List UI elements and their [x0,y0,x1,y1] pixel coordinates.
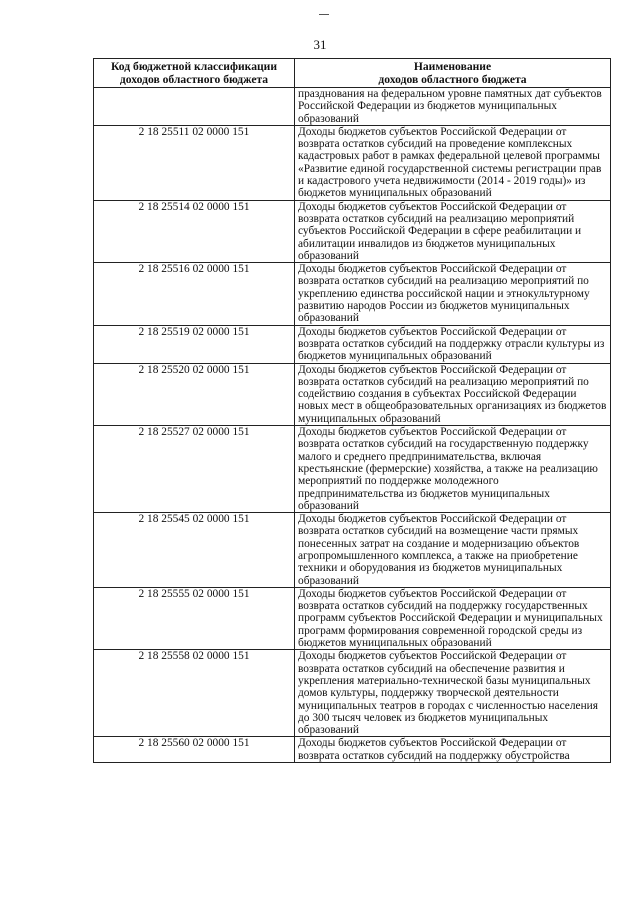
revenue-name-cell: Доходы бюджетов субъектов Российской Федерации от возврата остатков субсидий на поддержку государственных программ субъектов Российской Федерации и муниципальных программ формирования современной городской среды из бюджетов муниципальных образований [295,587,611,649]
budget-code-cell: 2 18 25514 02 0000 151 [94,200,295,262]
revenue-name-cell: Доходы бюджетов субъектов Российской Федерации от возврата остатков субсидий на поддержку отрасли культуры из бюджетов муниципальных образований [295,325,611,363]
table-row [94,263,611,325]
name-header-line-1: Наименование [413,60,492,73]
code-column-header [94,59,295,88]
table-row [94,513,611,588]
table-row [94,325,611,363]
name-header-line-2: доходов областного бюджета [378,73,527,86]
budget-code-cell: 2 18 25511 02 0000 151 [94,125,295,200]
budget-code-cell: 2 18 25519 02 0000 151 [94,325,295,363]
revenue-name-cell: Доходы бюджетов субъектов Российской Федерации от возврата остатков субсидий на реализацию мероприятий по содействию создания в субъектах Российской Федерации новых мест в общеобразовательных организациях из бюджетов муниципальных образований [295,363,611,425]
budget-code-cell: 2 18 25560 02 0000 151 [94,737,295,763]
code-header-line-2: доходов областного бюджета [119,73,269,86]
budget-code-cell: 2 18 25555 02 0000 151 [94,587,295,649]
name-column-header [295,59,611,88]
table-row [94,587,611,649]
table-row [94,737,611,763]
table-row [94,650,611,737]
revenue-name-cell: Доходы бюджетов субъектов Российской Федерации от возврата остатков субсидий на поддержку обустройства [295,737,611,763]
revenue-name-cell: Доходы бюджетов субъектов Российской Федерации от возврата остатков субсидий на реализацию мероприятий по укреплению единства российской нации и этнокультурному развитию народов России из бюджетов муниципальных образований [295,263,611,325]
revenue-name-cell: Доходы бюджетов субъектов Российской Федерации от возврата остатков субсидий на обеспечение развития и укрепления материально-технической базы муниципальных домов культуры, поддержку творческой деятельности муниципальных театров в городах с численностью населения до 300 тысяч человек из бюджетов муниципальных образований [295,650,611,737]
budget-code-cell: 2 18 25545 02 0000 151 [94,513,295,588]
table-row [94,426,611,513]
budget-classification-table [93,58,611,763]
budget-code-cell [94,88,295,126]
table-row [94,88,611,126]
budget-code-cell: 2 18 25527 02 0000 151 [94,426,295,513]
revenue-name-cell: Доходы бюджетов субъектов Российской Федерации от возврата остатков субсидий на реализацию мероприятий субъектов Российской Федерации в сфере реабилитации и абилитации инвалидов из бюджетов муниципальных образований [295,200,611,262]
revenue-name-cell: Доходы бюджетов субъектов Российской Федерации от возврата остатков субсидий на государственную поддержку малого и среднего предпринимательства, включая крестьянские (фермерские) хозяйства, а также на реализацию мероприятий по поддержке молодежного предпринимательства из бюджетов муниципальных образований [295,426,611,513]
code-header-line-1: Код бюджетной классификации [110,60,278,73]
table-row [94,363,611,425]
table-row [94,125,611,200]
revenue-name-cell: Доходы бюджетов субъектов Российской Федерации от возврата остатков субсидий на возмещение части прямых понесенных затрат на создание и модернизацию объектов агропромышленного комплекса, а также на приобретение техники и оборудования из бюджетов муниципальных образований [295,513,611,588]
table-row [94,200,611,262]
budget-code-cell: 2 18 25516 02 0000 151 [94,263,295,325]
budget-code-cell: 2 18 25558 02 0000 151 [94,650,295,737]
page-number: 31 [313,37,327,52]
budget-code-cell: 2 18 25520 02 0000 151 [94,363,295,425]
top-dash-mark [319,14,329,15]
revenue-name-cell: Доходы бюджетов субъектов Российской Федерации от возврата остатков субсидий на проведение комплексных кадастровых работ в рамках федеральной целевой программы «Развитие единой государственной системы регистрации прав и кадастрового учета недвижимости (2014 - 2019 годы)» из бюджетов муниципальных образований [295,125,611,200]
table-header-row [94,59,611,88]
revenue-name-cell: празднования на федеральном уровне памятных дат субъектов Российской Федерации из бюджетов муниципальных образований [295,88,611,126]
